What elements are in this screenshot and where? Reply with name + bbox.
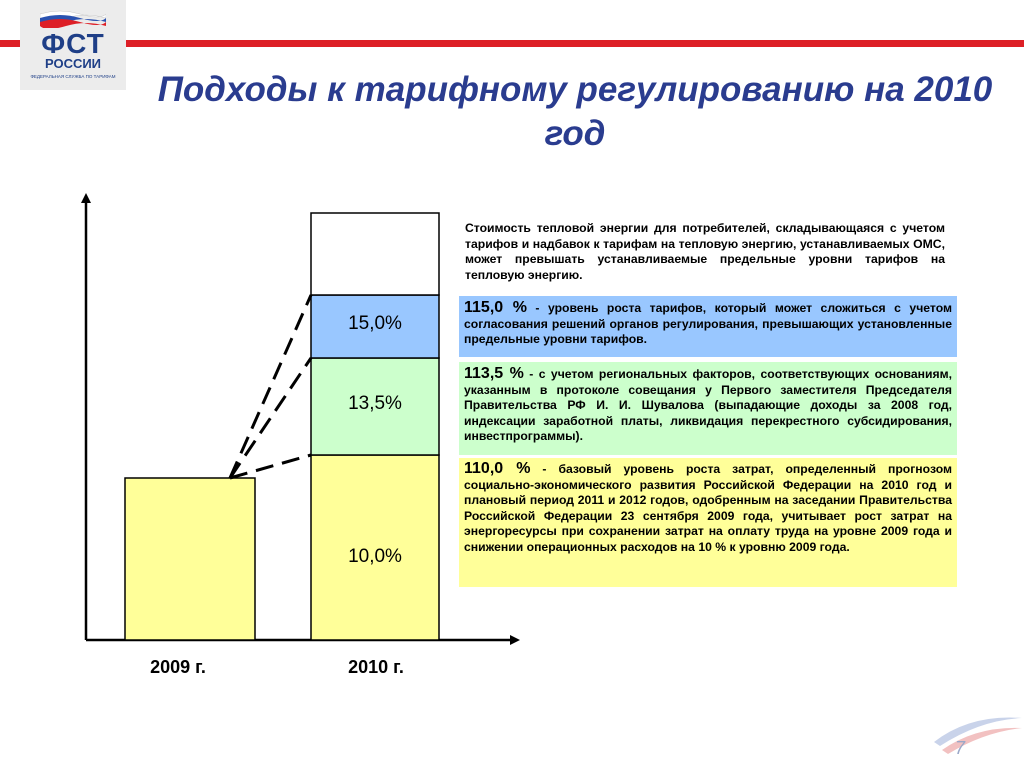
intro-note: Стоимость тепловой энергии для потребителей, складывающаяся с учетом тарифов и надбавок к тарифам на тепловую энергию, устанавливаемых ОМС, может превышать устанавливаемые предельные уровни тарифов на тепловую энергию. — [459, 221, 957, 283]
segment-label-3: 15,0% — [348, 313, 402, 334]
connector-line-3 — [230, 295, 311, 478]
logo-tagline: ФЕДЕРАЛЬНАЯ СЛУЖБА ПО ТАРИФАМ — [30, 74, 116, 79]
swoosh-decoration-icon — [930, 700, 1024, 760]
x-tick-label-1: 2009 г. — [150, 657, 206, 677]
note-115-value: 115,0 % — [464, 299, 527, 316]
segment-label-1: 10,0% — [348, 546, 402, 567]
note-115-text: - уровень роста тарифов, который может сложиться с учетом согласования решений органов регулирования, превышающих установленные предельные уровни тарифов. — [464, 301, 952, 347]
connector-line-1 — [230, 455, 311, 478]
logo-subtitle: РОССИИ — [44, 56, 102, 71]
bar-2009 — [125, 478, 255, 640]
note-113-5 — [459, 362, 957, 455]
x-tick-label-2: 2010 г. — [348, 657, 404, 677]
note-110 — [459, 458, 957, 587]
logo-title: ФСТ — [41, 28, 105, 59]
note-113-5-text: - с учетом региональных факторов, соответствующих основаниям, указанным в протоколе совещания у Первого заместителя Председателя Правительства РФ И. И. Шувалова (выпадающие доходы за 2008 год, индексации заработной платы, ликвидация перекрестного субсидирования, инвестпрограммы). — [464, 367, 952, 444]
note-113-5-value: 113,5 % — [464, 365, 524, 382]
note-110-value: 110,0 % — [464, 460, 531, 477]
note-115 — [459, 296, 957, 357]
segment-label-2: 13,5% — [348, 393, 402, 414]
slide-title: Подходы к тарифному регулированию на 2010 год — [157, 70, 993, 153]
bar-2010-segment-top — [311, 213, 439, 295]
note-110-text: - базовый уровень роста затрат, определенный прогнозом социально-экономического развития Российской Федерации на 2010 год и плановый период 2011 и 2012 годов, одобренным на заседании Правительства Российской Федерации 23 сентября 2009 года, учитывает рост затрат на энергоресурсы при сохранении затрат на оплату труда на уровне 2009 года и снижении операционных расходов на 10 % к уровню 2009 года. — [464, 462, 953, 554]
page-number: 7 — [955, 738, 966, 758]
